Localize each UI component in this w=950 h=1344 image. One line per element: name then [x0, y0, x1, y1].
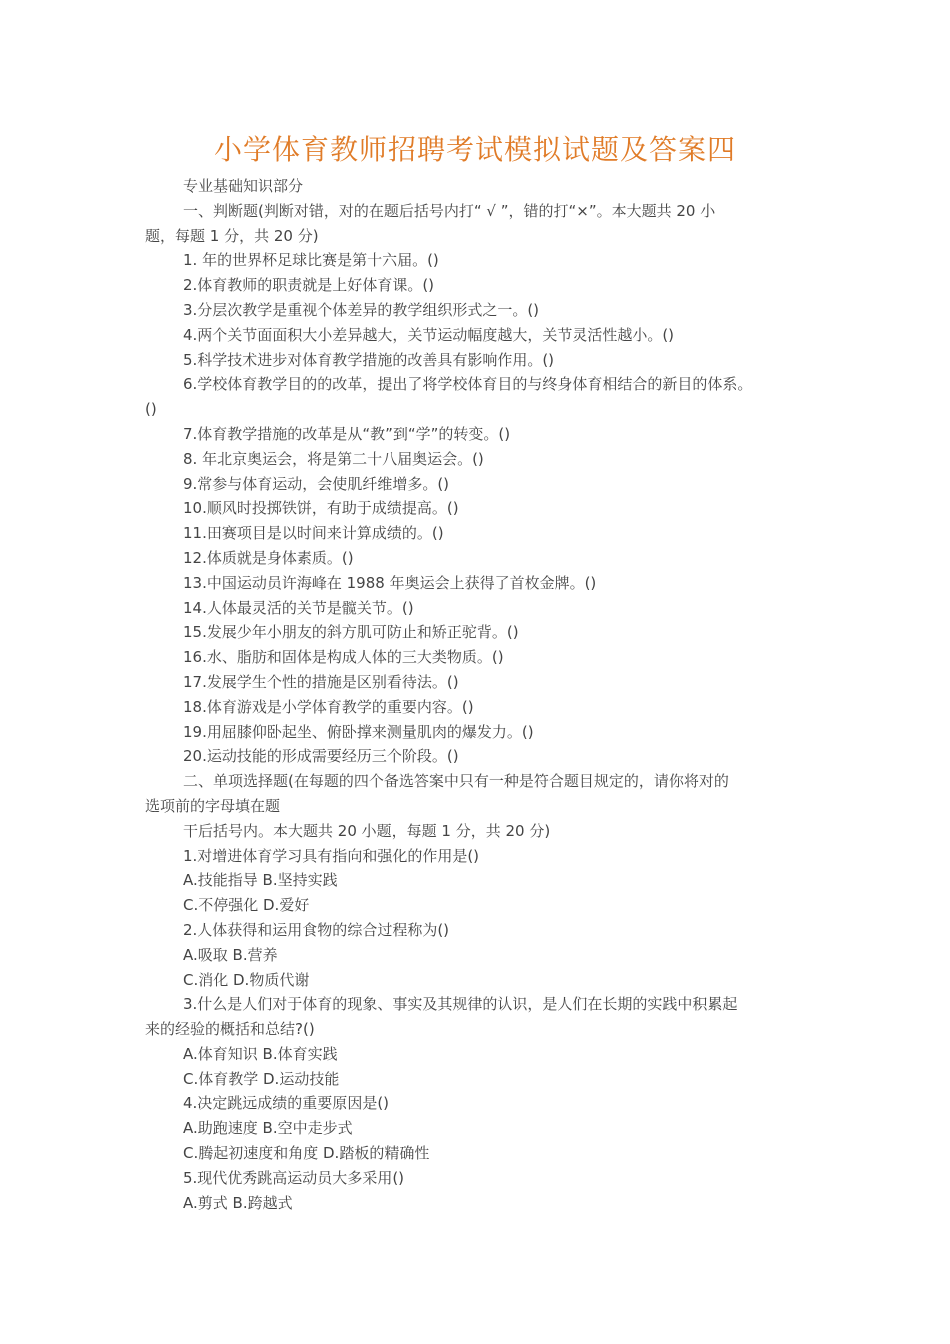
- text-line: 二、单项选择题(在每题的四个备选答案中只有一种是符合题目规定的，请你将对的: [183, 772, 729, 791]
- text-line: 18.体育游戏是小学体育教学的重要内容。(): [183, 697, 474, 716]
- text-line: 一、判断题(判断对错，对的在题后括号内打“ √ ”，错的打“×”。本大题共 20 小: [183, 201, 716, 220]
- text-line: 3.分层次教学是重视个体差异的教学组织形式之一。(): [183, 300, 540, 319]
- document-title: 小学体育教师招聘考试模拟试题及答案四: [213, 133, 736, 166]
- text-line: 3.什么是人们对于体育的现象、事实及其规律的认识，是人们在长期的实践中积累起: [183, 995, 738, 1014]
- text-line: 20.运动技能的形成需要经历三个阶段。(): [183, 747, 459, 766]
- text-line: 1.对增进体育学习具有指向和强化的作用是(): [183, 846, 480, 865]
- text-line: C.消化 D.物质代谢: [183, 970, 310, 989]
- text-line: 5.科学技术进步对体育教学措施的改善具有影响作用。(): [183, 350, 555, 369]
- text-line: 6.学校体育教学目的的改革，提出了将学校体育目的与终身体育相结合的新目的体系。: [183, 375, 753, 394]
- text-line: 1. 年的世界杯足球比赛是第十六届。(): [183, 251, 439, 270]
- text-line: 7.体育教学措施的改革是从“教”到“学”的转变。(): [183, 424, 511, 443]
- text-line: 干后括号内。本大题共 20 小题，每题 1 分，共 20 分): [183, 821, 551, 840]
- document-body: [145, 174, 810, 1215]
- text-line: 13.中国运动员许海峰在 1988 年奥运会上获得了首枚金牌。(): [183, 573, 597, 592]
- text-line: 15.发展少年小朋友的斜方肌可防止和矫正驼背。(): [183, 623, 519, 642]
- text-line: A.体育知识 B.体育实践: [183, 1044, 338, 1063]
- text-line: C.腾起初速度和角度 D.踏板的精确性: [183, 1144, 430, 1163]
- text-line: 4.决定跳远成绩的重要原因是(): [183, 1094, 390, 1113]
- text-line: C.不停强化 D.爱好: [183, 896, 310, 915]
- text-line: 5.现代优秀跳高运动员大多采用(): [183, 1168, 405, 1187]
- text-line: A.剪式 B.跨越式: [183, 1193, 293, 1212]
- text-line: 选项前的字母填在题: [145, 796, 281, 815]
- text-line: 16.水、脂肪和固体是构成人体的三大类物质。(): [183, 648, 504, 667]
- text-line: A.技能指导 B.坚持实践: [183, 871, 338, 890]
- text-line: A.助跑速度 B.空中走步式: [183, 1119, 353, 1138]
- text-line: 2.体育教师的职责就是上好体育课。(): [183, 276, 435, 295]
- text-line: 17.发展学生个性的措施是区别看待法。(): [183, 672, 459, 691]
- text-line: 10.顺风时投掷铁饼，有助于成绩提高。(): [183, 499, 459, 518]
- text-line: 12.体质就是身体素质。(): [183, 548, 354, 567]
- text-line: 19.用屈膝仰卧起坐、俯卧撑来测量肌肉的爆发力。(): [183, 722, 534, 741]
- text-line: (): [145, 400, 157, 419]
- text-line: 14.人体最灵活的关节是髋关节。(): [183, 598, 414, 617]
- text-line: 11.田赛项目是以时间来计算成绩的。(): [183, 524, 444, 543]
- text-line: 题，每题 1 分，共 20 分): [145, 226, 319, 245]
- text-line: C.体育教学 D.运动技能: [183, 1069, 340, 1088]
- text-line: 来的经验的概括和总结?(): [145, 1020, 315, 1039]
- text-line: 8. 年北京奥运会，将是第二十八届奥运会。(): [183, 449, 484, 468]
- text-line: 4.两个关节面面积大小差异越大，关节运动幅度越大，关节灵活性越小。(): [183, 325, 675, 344]
- text-line: A.吸取 B.营养: [183, 945, 278, 964]
- text-line: 9.常参与体育运动，会使肌纤维增多。(): [183, 474, 450, 493]
- text-line: 2.人体获得和运用食物的综合过程称为(): [183, 920, 450, 939]
- text-line: 专业基础知识部分: [183, 177, 304, 195]
